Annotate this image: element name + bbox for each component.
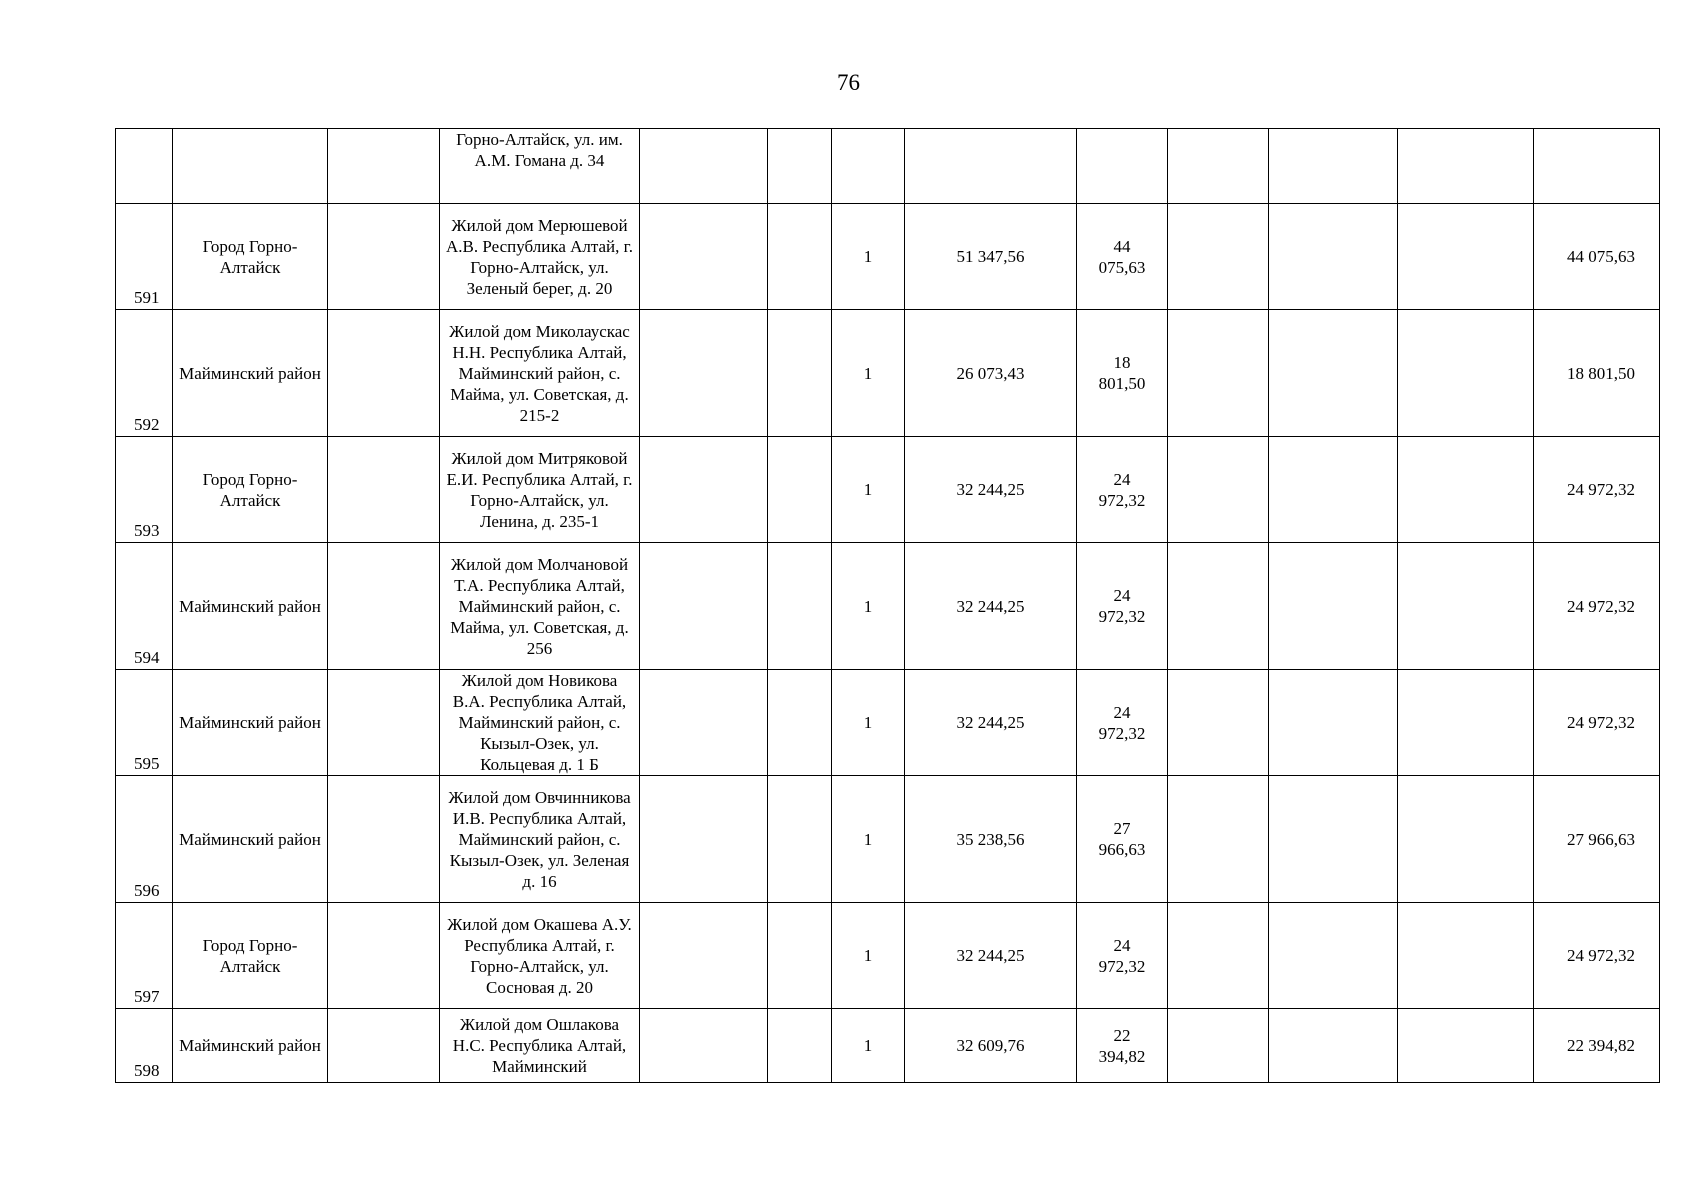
cell-count: 1 xyxy=(832,437,905,543)
cell-empty xyxy=(640,129,768,204)
cell-empty xyxy=(1398,310,1534,437)
cell-empty xyxy=(1398,903,1534,1009)
cell-address: Жилой дом Окашева А.У. Республика Алтай, г. Горно-Алтайск, ул. Сосновая д. 20 xyxy=(440,903,640,1009)
cell-count: 1 xyxy=(832,776,905,903)
table-row xyxy=(116,1009,1660,1083)
cell-empty xyxy=(768,129,832,204)
cell-empty xyxy=(328,129,440,204)
cell-num: 594 xyxy=(116,543,173,670)
table-row xyxy=(116,310,1660,437)
cell-empty xyxy=(328,670,440,776)
cell-num: 598 xyxy=(116,1009,173,1083)
cell-municipality: Майминский район xyxy=(173,776,328,903)
cell-address: Жилой дом Ошлакова Н.С. Республика Алтай, Майминский xyxy=(440,1009,640,1083)
cell-municipality: Город Горно-Алтайск xyxy=(173,437,328,543)
cell-share: 44 075,63 xyxy=(1077,204,1168,310)
cell-cost: 32 244,25 xyxy=(905,543,1077,670)
cell-empty xyxy=(1269,204,1398,310)
cell-empty xyxy=(1269,1009,1398,1083)
cell-empty xyxy=(1398,776,1534,903)
cell-empty xyxy=(1168,903,1269,1009)
cell-empty xyxy=(640,204,768,310)
cell-cost: 32 244,25 xyxy=(905,903,1077,1009)
registry-table xyxy=(115,128,1660,1083)
cell-empty xyxy=(1269,437,1398,543)
table-row xyxy=(116,670,1660,776)
cell-empty xyxy=(1398,543,1534,670)
cell-empty xyxy=(1398,129,1534,204)
cell-empty xyxy=(1398,204,1534,310)
cell-empty xyxy=(1269,776,1398,903)
cell-share xyxy=(1077,129,1168,204)
table-row xyxy=(116,776,1660,903)
cell-count: 1 xyxy=(832,670,905,776)
cell-cost: 32 244,25 xyxy=(905,670,1077,776)
cell-count: 1 xyxy=(832,903,905,1009)
table-row xyxy=(116,204,1660,310)
cell-empty xyxy=(1168,437,1269,543)
cell-cost xyxy=(905,129,1077,204)
cell-total: 22 394,82 xyxy=(1534,1009,1660,1083)
cell-municipality: Город Горно-Алтайск xyxy=(173,903,328,1009)
cell-empty xyxy=(1398,670,1534,776)
cell-count: 1 xyxy=(832,204,905,310)
cell-num: 593 xyxy=(116,437,173,543)
cell-address: Жилой дом Овчинникова И.В. Республика Алтай, Майминский район, с. Кызыл-Озек, ул. Зеленая д. 16 xyxy=(440,776,640,903)
cell-empty xyxy=(768,670,832,776)
cell-total: 44 075,63 xyxy=(1534,204,1660,310)
cell-total: 24 972,32 xyxy=(1534,437,1660,543)
cell-empty xyxy=(1168,310,1269,437)
table-row xyxy=(116,437,1660,543)
cell-address: Горно-Алтайск, ул. им. А.М. Гомана д. 34 xyxy=(440,129,640,204)
cell-cost: 35 238,56 xyxy=(905,776,1077,903)
page-number: 76 xyxy=(837,70,860,95)
cell-num: 591 xyxy=(116,204,173,310)
cell-empty xyxy=(640,310,768,437)
cell-empty xyxy=(1398,437,1534,543)
cell-num xyxy=(116,129,173,204)
cell-total xyxy=(1534,129,1660,204)
cell-address: Жилой дом Молчановой Т.А. Республика Алтай, Майминский район, с. Майма, ул. Советская, д. 256 xyxy=(440,543,640,670)
cell-municipality: Майминский район xyxy=(173,1009,328,1083)
cell-empty xyxy=(328,204,440,310)
cell-address: Жилой дом Миколаускас Н.Н. Республика Алтай, Майминский район, с. Майма, ул. Советская, д. 215-2 xyxy=(440,310,640,437)
cell-empty xyxy=(768,1009,832,1083)
cell-municipality: Майминский район xyxy=(173,543,328,670)
cell-empty xyxy=(640,1009,768,1083)
cell-share: 24 972,32 xyxy=(1077,437,1168,543)
cell-empty xyxy=(1398,1009,1534,1083)
cell-empty xyxy=(640,670,768,776)
cell-share: 24 972,32 xyxy=(1077,543,1168,670)
cell-empty xyxy=(1269,543,1398,670)
cell-empty xyxy=(640,437,768,543)
cell-count: 1 xyxy=(832,310,905,437)
cell-empty xyxy=(328,437,440,543)
cell-address: Жилой дом Мерюшевой А.В. Республика Алтай, г. Горно-Алтайск, ул. Зеленый берег, д. 20 xyxy=(440,204,640,310)
cell-total: 24 972,32 xyxy=(1534,670,1660,776)
cell-share: 18 801,50 xyxy=(1077,310,1168,437)
cell-empty xyxy=(640,903,768,1009)
cell-share: 24 972,32 xyxy=(1077,670,1168,776)
cell-total: 24 972,32 xyxy=(1534,903,1660,1009)
cell-address: Жилой дом Митряковой Е.И. Республика Алтай, г. Горно-Алтайск, ул. Ленина, д. 235-1 xyxy=(440,437,640,543)
cell-count xyxy=(832,129,905,204)
cell-empty xyxy=(328,310,440,437)
cell-empty xyxy=(328,776,440,903)
cell-cost: 26 073,43 xyxy=(905,310,1077,437)
cell-empty xyxy=(640,543,768,670)
cell-total: 24 972,32 xyxy=(1534,543,1660,670)
cell-municipality: Город Горно-Алтайск xyxy=(173,204,328,310)
cell-empty xyxy=(1168,776,1269,903)
cell-num: 595 xyxy=(116,670,173,776)
cell-empty xyxy=(1168,204,1269,310)
cell-share: 27 966,63 xyxy=(1077,776,1168,903)
cell-share: 24 972,32 xyxy=(1077,903,1168,1009)
cell-empty xyxy=(768,903,832,1009)
cell-empty xyxy=(328,903,440,1009)
table-row-continuation xyxy=(116,129,1660,204)
cell-empty xyxy=(328,1009,440,1083)
cell-address: Жилой дом Новикова В.А. Республика Алтай, Майминский район, с. Кызыл-Озек, ул. Кольцевая д. 1 Б xyxy=(440,670,640,776)
cell-share: 22 394,82 xyxy=(1077,1009,1168,1083)
cell-municipality: Майминский район xyxy=(173,310,328,437)
cell-empty xyxy=(1168,129,1269,204)
cell-count: 1 xyxy=(832,543,905,670)
cell-cost: 32 609,76 xyxy=(905,1009,1077,1083)
cell-num: 592 xyxy=(116,310,173,437)
cell-num: 596 xyxy=(116,776,173,903)
cell-empty xyxy=(640,776,768,903)
cell-cost: 51 347,56 xyxy=(905,204,1077,310)
cell-empty xyxy=(328,543,440,670)
cell-empty xyxy=(768,776,832,903)
cell-empty xyxy=(1168,670,1269,776)
cell-count: 1 xyxy=(832,1009,905,1083)
cell-empty xyxy=(1269,670,1398,776)
cell-empty xyxy=(768,437,832,543)
cell-empty xyxy=(768,204,832,310)
cell-municipality xyxy=(173,129,328,204)
cell-total: 18 801,50 xyxy=(1534,310,1660,437)
cell-empty xyxy=(1168,543,1269,670)
cell-municipality: Майминский район xyxy=(173,670,328,776)
table-row xyxy=(116,903,1660,1009)
cell-empty xyxy=(1269,310,1398,437)
cell-num: 597 xyxy=(116,903,173,1009)
cell-empty xyxy=(1269,129,1398,204)
cell-cost: 32 244,25 xyxy=(905,437,1077,543)
cell-empty xyxy=(768,310,832,437)
cell-total: 27 966,63 xyxy=(1534,776,1660,903)
cell-empty xyxy=(768,543,832,670)
cell-empty xyxy=(1168,1009,1269,1083)
cell-empty xyxy=(1269,903,1398,1009)
table-row xyxy=(116,543,1660,670)
